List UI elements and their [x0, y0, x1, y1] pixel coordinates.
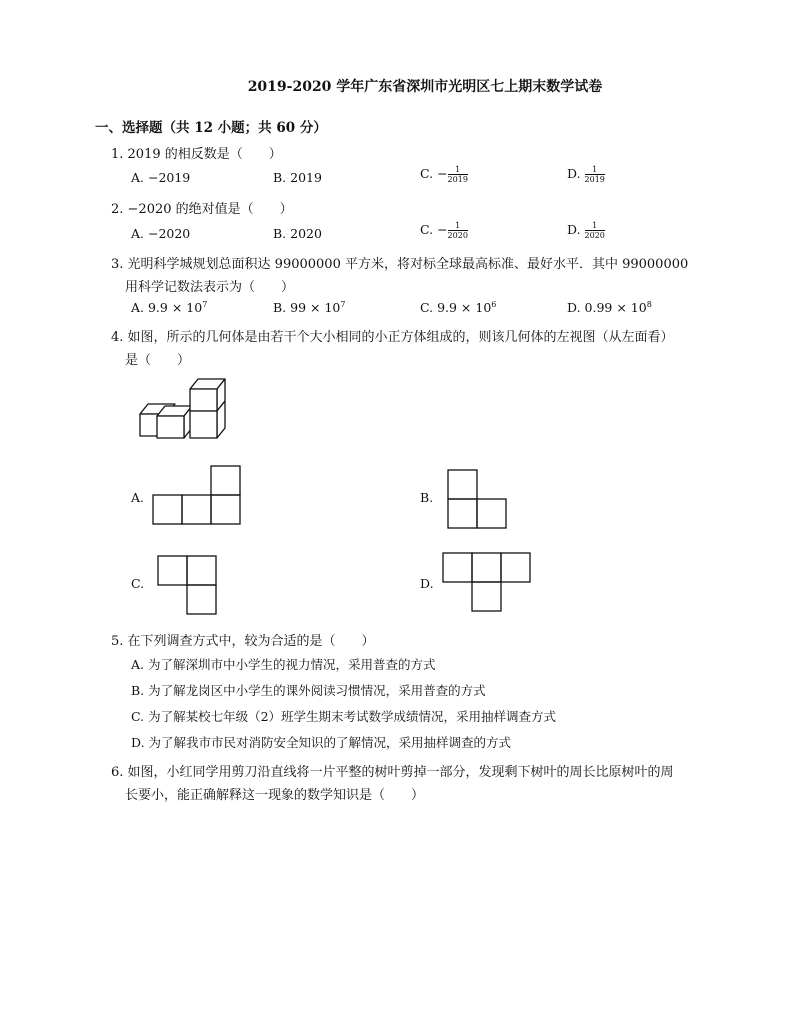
question-5-option-a[interactable]: A. 为了解深圳市中小学生的视力情况，采用普查的方式	[131, 657, 436, 672]
question-4-stem-line2: 是（ ）	[125, 353, 191, 368]
question-3-option-d[interactable]: D. $0.99 \times 10^8$	[567, 300, 652, 316]
question-2-stem: 2. −2020 的绝对值是（ ）	[111, 202, 293, 217]
question-6-stem-line2: 长要小，能正确解释这一现象的数学知识是（ ）	[125, 788, 425, 803]
question-1-option-c[interactable]: C. − $\frac{1}{2019}$	[420, 165, 468, 184]
question-5-option-c[interactable]: C. 为了解某校七年级（2）班学生期末考试数学成绩情况，采用抽样调查方式	[131, 709, 557, 724]
question-3-option-a[interactable]: A. $9.9 \times 10^7$	[131, 300, 208, 316]
page-title: 2019-2020 学年广东省深圳市光明区七上期末数学试卷	[247, 79, 603, 95]
question-1-option-b[interactable]: B. 2019	[273, 170, 322, 185]
question-5-stem: 5. 在下列调查方式中，较为合适的是（ ）	[111, 634, 375, 649]
question-4-option-b-figure[interactable]	[447, 470, 509, 530]
question-2-option-c[interactable]: C. − $\frac{1}{2020}$	[420, 221, 468, 240]
question-3-stem-line1: 3. 光明科学城规划总面积达 99000000 平方米，将对标全球最高标准、最好水平．其中 99000000	[111, 257, 689, 272]
cube-solid-figure	[135, 376, 235, 446]
question-4-option-a-figure[interactable]	[152, 466, 242, 526]
question-3-stem-line2: 用科学记数法表示为（ ）	[125, 280, 295, 295]
question-3-option-c[interactable]: C. $9.9 \times 10^6$	[420, 300, 497, 316]
section-heading: 一、选择题（共 12 小题；共 60 分）	[95, 120, 327, 136]
question-4-option-b-label[interactable]: B.	[420, 490, 434, 505]
question-4-option-a-label[interactable]: A.	[131, 490, 145, 505]
question-1-option-a[interactable]: A. −2019	[131, 170, 191, 185]
question-4-option-d-figure[interactable]	[442, 553, 532, 613]
question-4-stem-line1: 4. 如图，所示的几何体是由若干个大小相同的小正方体组成的，则该几何体的左视图（从左面看）	[111, 330, 674, 345]
question-5-option-d[interactable]: D. 为了解我市市民对消防安全知识的了解情况，采用抽样调查的方式	[131, 735, 512, 750]
question-4-option-d-label[interactable]: D.	[420, 576, 434, 591]
question-5-option-b[interactable]: B. 为了解龙岗区中小学生的课外阅读习惯情况，采用普查的方式	[131, 683, 486, 698]
question-2-option-b[interactable]: B. 2020	[273, 226, 322, 241]
question-2-option-a[interactable]: A. −2020	[131, 226, 191, 241]
question-6-stem-line1: 6. 如图，小红同学用剪刀沿直线将一片平整的树叶剪掉一部分，发现剩下树叶的周长比原树叶的周	[111, 765, 674, 780]
question-2-option-d[interactable]: D. $\frac{1}{2020}$	[567, 221, 605, 240]
question-1-stem: 1. 2019 的相反数是（ ）	[111, 147, 282, 162]
question-3-option-b[interactable]: B. $99 \times 10^7$	[273, 300, 346, 316]
question-4-option-c-label[interactable]: C.	[131, 576, 145, 591]
question-1-option-d[interactable]: D. $\frac{1}{2019}$	[567, 165, 605, 184]
question-4-option-c-figure[interactable]	[157, 556, 219, 616]
